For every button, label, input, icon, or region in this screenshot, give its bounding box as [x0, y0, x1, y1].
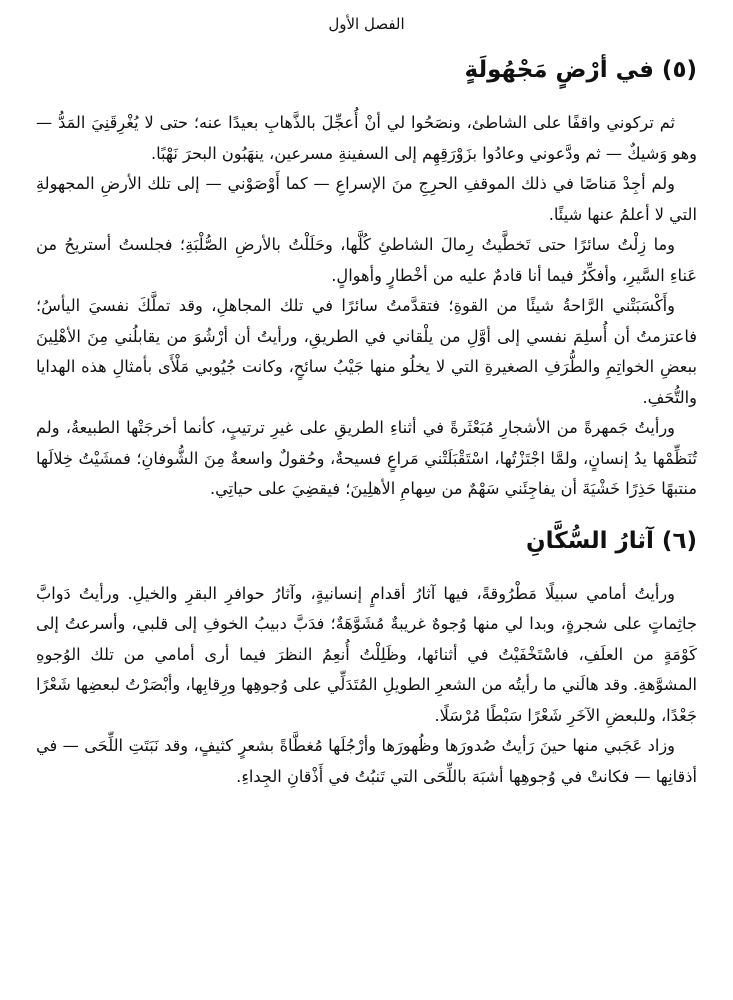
paragraph: ورأيتُ جَمهرةً من الأشجارِ مُبَعْثَرةً في أثناءِ الطريقِ على غيرِ ترتيبٍ، كأنما أخرجَتْها الطبيعةُ، ولم تُنَظِّمْها يدُ إنسانٍ، ولمَّا اجْتَزْتُها، اسْتَقْبَلَتْني مَراعٍ فسيحةٌ، وحُقولٌ واسعةٌ مِنَ الشُّوفانِ؛ فمشَيْتُ خِلالَها منتبهًا حَذِرًا خَشْيَةَ أن يفاجِئَني سَهْمٌ من سِهامِ الأهلِينَ؛ فيقضِيَ على حياتِي. [36, 418, 697, 498]
paragraph: ولم أجِدْ مَناصًا في ذلك الموقفِ الحرِجِ منَ الإسراعِ — كما أَوْصَوْني — إلى تلك الأرضِ المجهولةِ التي لا أعلمُ عنها شيئًا. [36, 174, 697, 224]
section-5 [36, 50, 697, 505]
section-title: (٦) آثارُ السُّكَّانِ [525, 527, 697, 554]
paragraph: ورأيتُ أمامي سبيلًا مَطْرُوقةً، فيها آثارُ أقدامٍ إنسانيةٍ، وآثارُ حوافرِ البقرِ والخيلِ. ورأيتُ دَوابَّ جاثِماتٍ على شجرةٍ، وبدا لي منها وُجوهٌ غريبةٌ مُشَوَّهَةٌ؛ فدَبَّ دبيبُ الخوفِ إلى قلبي، وأسرعتُ إلى كَوْمَةٍ من العلَفِ، فاسْتَخْفَيْتُ في أثنائها، وظَلِلْتُ أُنعِمُ النظرَ فيما أرى أمامي من تلك الوُجوهِ المشوَّهةِ. وقد هالَني ما رأيتُه من الشعرِ الطويلِ المُتَدَلِّي على وُجوهِها ورِقابِها، وأبْصَرْتُ لبعضِها شَعْرًا جَعْدًا، وللبعضِ الآخَرِ شَعْرًا سَبْطًا مُرْسَلًا. [36, 583, 697, 725]
paragraph: ثم تركوني واقفًا على الشاطئ، ونصَحُوا لي أنْ أُعجِّلَ بالذَّهابِ بعيدًا عنه؛ حتى لا يُغْرِقَنِيَ المَدُّ — وهو وَشيكٌ — ثم ودَّعوني وعادُوا بزَوْرَقِهِم إلى السفينةِ مسرعين، ينهَبُون البحرَ نَهْبًا. [36, 113, 697, 163]
paragraph: وزاد عَجَبي منها حينَ رَأيتُ صُدورَها وظُهورَها وأرْجُلَها مُغطَّاةً بشعرٍ كثيفٍ، وقد نَبَتَتِ اللِّحَى — في أذقانِها — فكانتْ في وُجوهِها أشبَهَ باللِّحَى التي تَنبُتُ في أَذْقانِ الجِداءِ. [36, 736, 697, 786]
running-header: الفصل الأول [328, 15, 405, 33]
section-title: (٥) في أرْضٍ مَجْهُولَةٍ [464, 57, 697, 83]
section-6 [36, 521, 697, 793]
paragraph: وما زِلْتُ سائرًا حتى تَخطَّيتُ رِمالَ الشاطئِ كُلَّها، وحَلَلْتُ بالأرضِ الصُّلْبَةِ؛ فجلستُ أستريحُ من عَناءِ السَّيرِ، وأفكِّرُ فيما أنا قادمٌ عليه من أخْطارٍ وأهوالٍ. [36, 235, 697, 285]
paragraph: وأَكْسَبَتْني الرَّاحةُ شيئًا من القوةِ؛ فتقدَّمتُ سائرًا في تلك المجاهلِ، وقد تملَّكَ نفسيَ اليأسُ؛ فاعتزمتُ أن أُسلِمَ نفسي إلى أوَّلِ من يلْقاني في الطريقِ، ورأيتُ أن أرْشُوَ من يقابلُني مِنَ الأهْلِينَ ببعضِ الخواتِمِ والطُّرَفِ الصغيرةِ التي لا يخلُو منها جَيْبُ سائحٍ، وكانت جُيُوبي مَلْأَى بأمثالِ هذه الهدايا والتُّحَفِ. [36, 296, 697, 407]
